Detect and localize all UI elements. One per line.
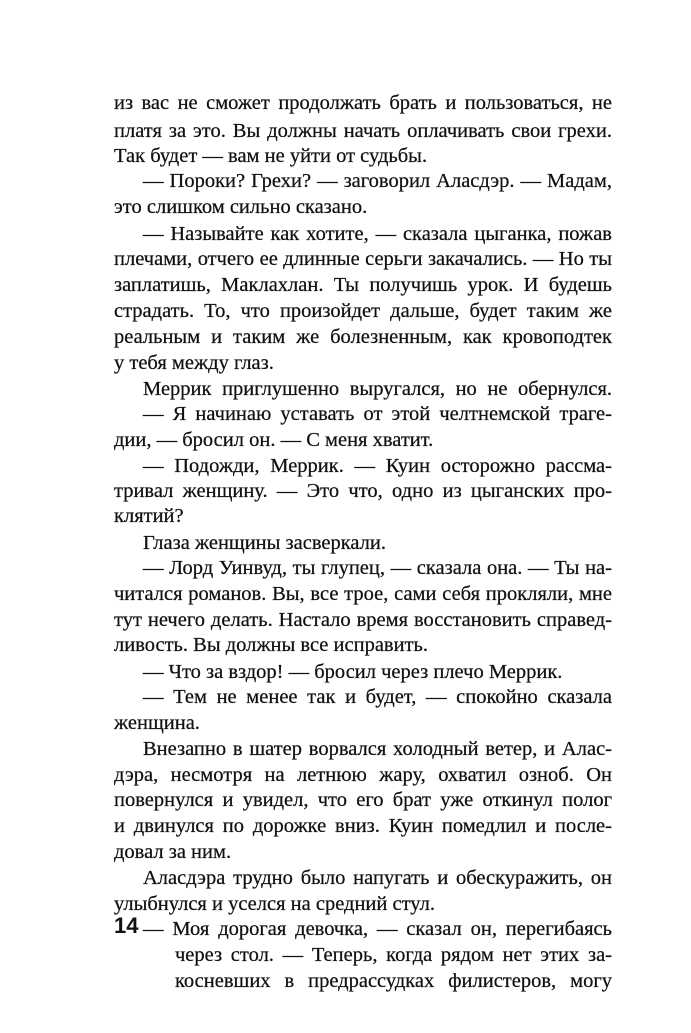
text-line: тривал женщину. — Это что, одно из цыганских про- [114,480,612,502]
page-number: 14 [114,913,139,938]
text-line: тут нечего делать. Настало время восстановить справед- [114,609,612,631]
text-line: это слишком сильно сказано. [114,196,368,218]
text-line: страдать. То, что произойдет дальше, будет таким же [114,300,612,322]
text-line: косневших в предрассудках филистеров, могу [175,970,612,992]
text-line: клятий? [114,505,184,527]
text-line: улыбнулся и уселся на средний стул. [114,893,435,915]
text-line: из вас не сможет продолжать брать и пользоваться, не [114,92,612,114]
text-line: — Я начинаю уставать от этой челтнемской траге- [143,403,612,425]
text-line: Аласдэра трудно было напугать и обескуражить, он [143,867,612,889]
text-line: плечами, отчего ее длинные серьги закачались. — Но ты [114,248,612,270]
text-line: — Называйте как хотите, — сказала цыганка, пожав [143,223,612,245]
text-line: женщина. [114,712,200,734]
text-line: — Пороки? Грехи? — заговорил Аласдэр. — Мадам, [143,170,612,192]
text-line: Меррик приглушенно выругался, но не обернулся. [143,378,612,400]
text-line: платя за это. Вы должны начать оплачивать свои грехи. [114,120,612,142]
text-line: — Что за вздор! — бросил через плечо Меррик. [143,661,563,683]
text-line: — Подожди, Меррик. — Куин осторожно рассма- [143,455,612,477]
text-line: — Тем не менее так и будет, — спокойно сказала [143,686,612,708]
text-line: — Моя дорогая девочка, — сказал он, перегибаясь [143,918,612,940]
text-line: довал за ним. [114,841,232,863]
text-line: Глаза женщины засверкали. [143,532,387,554]
text-line: дэра, несмотря на летнюю жару, охватил озноб. Он [114,764,612,786]
text-line: — Лорд Уинвуд, ты глупец, — сказала она. — Ты на- [143,557,612,579]
text-line: повернулся и увидел, что его брат уже откинул полог [114,789,612,811]
text-line: ливость. Вы должны все исправить. [114,634,429,656]
text-line: Так будет — вам не уйти от судьбы. [114,145,428,167]
text-line: через стол. — Теперь, когда рядом нет этих за- [175,944,612,966]
text-line: Внезапно в шатер ворвался холодный ветер, и Алас- [143,738,612,760]
text-line: реальным и таким же болезненным, как кровоподтек [114,326,612,348]
text-line: и двинулся по дорожке вниз. Куин помедлил и после- [114,815,612,837]
text-line: у тебя между глаз. [114,352,274,374]
text-line: дии, — бросил он. — С меня хватит. [114,429,434,451]
text-line: заплатишь, Маклахлан. Ты получишь урок. И будешь [114,274,612,296]
text-line: читался романов. Вы, все трое, сами себя прокляли, мне [114,583,612,605]
